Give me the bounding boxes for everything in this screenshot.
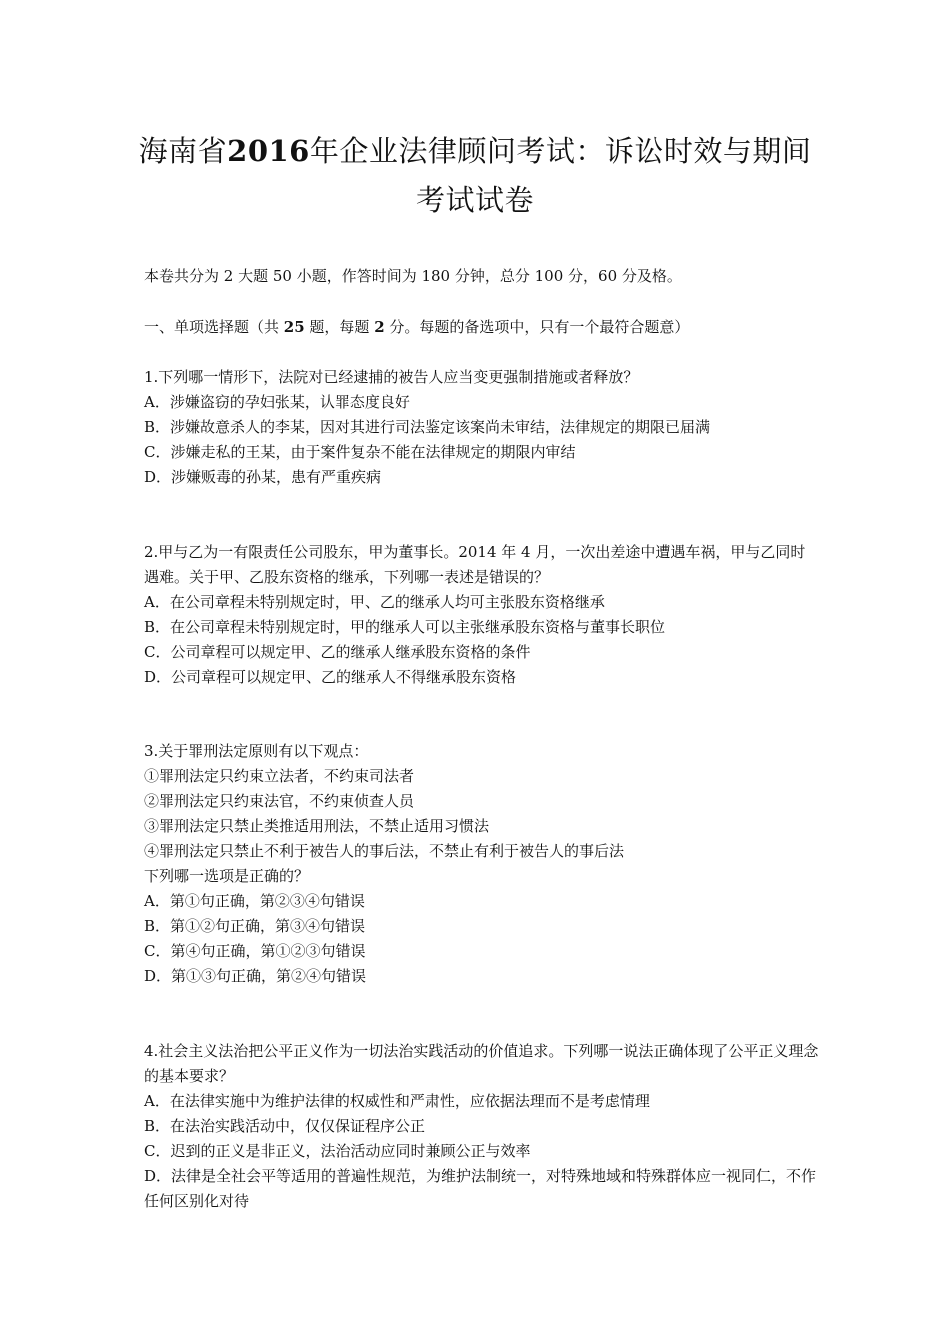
question-3-statement-2: ②罪刑法定只约束法官，不约束侦查人员 [144, 792, 415, 810]
question-3-statement-3: ③罪刑法定只禁止类推适用刑法，不禁止适用习惯法 [144, 817, 490, 835]
question-1-option-c: C．涉嫌走私的王某，由于案件复杂不能在法律规定的期限内审结 [144, 443, 576, 461]
title-province: 海南省 [138, 134, 228, 168]
question-3-option-d: D．第①③句正确，第②④句错误 [144, 967, 367, 985]
question-1-option-b: B．涉嫌故意杀人的李某，因对其进行司法鉴定该案尚未审结，法律规定的期限已届满 [144, 418, 711, 436]
title-year: 2016 [227, 134, 310, 168]
question-4-option-a: A．在法律实施中为维护法律的权威性和严肃性，应依据法理而不是考虑情理 [144, 1092, 650, 1110]
question-2-option-c: C．公司章程可以规定甲、乙的继承人继承股东资格的条件 [144, 643, 531, 661]
section-question-count: 25 [283, 318, 305, 336]
section-points: 2 [374, 318, 385, 336]
question-2-option-a: A．在公司章程未特别规定时，甲、乙的继承人均可主张股东资格继承 [144, 593, 605, 611]
question-3-option-c: C．第④句正确，第①②③句错误 [144, 942, 366, 960]
question-3-statement-1: ①罪刑法定只约束立法者，不约束司法者 [144, 767, 415, 785]
question-3-statement-4: ④罪刑法定只禁止不利于被告人的事后法，不禁止有利于被告人的事后法 [144, 842, 625, 860]
document-title-line1 [100, 134, 850, 168]
question-2-option-d: D．公司章程可以规定甲、乙的继承人不得继承股东资格 [144, 668, 517, 686]
exam-intro: 本卷共分为 2 大题 50 小题，作答时间为 180 分钟，总分 100 分，60 分及格。 [144, 267, 682, 285]
question-4-option-d: D．法律是全社会平等适用的普遍性规范，为维护法制统一，对特殊地域和特殊群体应一视同仁，不作任何区别化对待 [144, 1167, 817, 1210]
document-title-line2: 考试试卷 [415, 183, 534, 217]
question-3-stem: 3.关于罪刑法定原则有以下观点： [144, 742, 369, 760]
title-exam-name: 年企业法律顾问考试：诉讼时效与期间 [309, 134, 812, 168]
question-3-option-b: B．第①②句正确，第③④句错误 [144, 917, 366, 935]
section-heading-mid: 题，每题 [304, 318, 375, 336]
question-1-option-a: A．涉嫌盗窃的孕妇张某，认罪态度良好 [144, 393, 410, 411]
question-2-option-b: B．在公司章程未特别规定时，甲的继承人可以主张继承股东资格与董事长职位 [144, 618, 666, 636]
section-heading [144, 315, 820, 340]
question-1-option-d: D．涉嫌贩毒的孙某，患有严重疾病 [144, 468, 382, 486]
question-4-option-c: C．迟到的正义是非正义，法治活动应同时兼顾公正与效率 [144, 1142, 531, 1160]
question-3-question: 下列哪一选项是正确的？ [144, 867, 310, 885]
section-heading-post: 分。每题的备选项中，只有一个最符合题意） [384, 318, 690, 336]
section-heading-pre: 一、单项选择题（共 [144, 318, 284, 336]
question-4-option-b: B．在法治实践活动中，仅仅保证程序公正 [144, 1117, 426, 1135]
question-3-option-a: A．第①句正确，第②③④句错误 [144, 892, 365, 910]
question-4-stem: 4.社会主义法治把公平正义作为一切法治实践活动的价值追求。下列哪一说法正确体现了公平正义理念的基本要求？ [144, 1042, 819, 1085]
question-1-stem: 1.下列哪一情形下，法院对已经逮捕的被告人应当变更强制措施或者释放？ [144, 368, 639, 386]
question-2-stem: 2.甲与乙为一有限责任公司股东，甲为董事长。2014 年 4 月，一次出差途中遭遇车祸，甲与乙同时遇难。关于甲、乙股东资格的继承，下列哪一表述是错误的？ [144, 543, 806, 586]
